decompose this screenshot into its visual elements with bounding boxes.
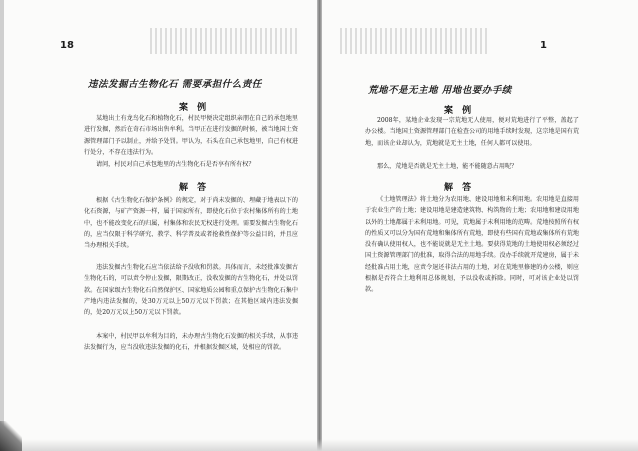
section-heading-case: 案 例	[179, 103, 210, 113]
page-edge	[0, 0, 4, 451]
scan-header-artifact	[150, 28, 300, 54]
case-paragraph: 某地出土有龙鸟化石和植物化石，村民甲便决定组织亲朋在自己的承包地里进行发掘，然后在奇石市场出售牟利。当甲正在进行发掘的时候，被当地国土资源管理部门予以制止，并给予处罚。甲认为，石头在自己承包地里，自己有权进行处分，不存在违法行为。	[84, 115, 298, 156]
answer-paragraph: 《土地管理法》将土地分为农用地、建设用地和未利用地。农用地是直接用于农业生产的土地；建设用地是建造建筑物、构筑物的土地；农用地和建设用地以外的土地都属于未利用地。可见，荒地属于未利用地的范畴。荒地按照所有权的性质又可以分为国有荒地和集体所有荒地，即使有些国有荒地或集体所有荒地没有确认使用权人，也不能说就是无主土地。要获得荒地的土地使用权必须经过国土资源管理部门的批准，取得合法的用地手续。没办手续就开荒建房，属于未经批准占用土地，应责令退还非法占用的土地，对在荒地里修建的办公楼，则应根据是否符合土地利用总体规划，予以没收或拆除。同时，可对该企业处以罚款。	[365, 196, 579, 294]
scan-corner-shadow	[0, 421, 22, 451]
book-gutter	[317, 0, 322, 451]
page-number: 18	[60, 40, 74, 51]
article-title: 荒地不是无主地 用地也要办手续	[368, 85, 512, 96]
answer-paragraph: 违法发掘古生物化石应当依法给予没收和罚款。具体而言，未经批准发掘古生物化石的，可以责令停止发掘，限期改正，没收发掘的古生物化石，并处以罚款。在国家级古生物化石自然保护区、国家地质公园和重点保护古生物化石集中产地内违法发掘的，处30万元以上50万元以下罚款；在其他区域内违法发掘的，处20万元以上50万元以下罚款。	[84, 264, 298, 317]
answer-paragraph: 本案中，村民甲以牟利为目的，未办理古生物化石发掘的相关手续，从事违法发掘行为，应当没收违法发掘的化石，并根据发掘区域，处相应的罚款。	[84, 333, 298, 352]
section-heading-answer: 解 答	[444, 183, 475, 193]
case-question: 请问，村民对自己承包地里的古生物化石是否享有所有权？	[96, 161, 255, 168]
scan-shadow	[0, 439, 638, 451]
article-title: 违法发掘古生物化石 需要承担什么责任	[88, 79, 262, 90]
case-question: 那么，荒地是否就是无主土地，能不能随意占用呢？	[377, 163, 518, 170]
answer-paragraph: 根据《古生物化石保护条例》的规定，对于尚未发掘的、埋藏于地表以下的化石资源，与矿产资源一样，属于国家所有，即使化石位于农村集体所有的土地中，也不能改变化石的归属，村集体和农民无权进行处理。需要发掘古生物化石的，应当仅限于科学研究、教学、科学普及或者抢救性保护等公益目的，并且应当办理相关手续。	[84, 197, 298, 250]
case-paragraph: 2008年，某地企业发现一宗荒地无人使用，便对荒地进行了平整，盖起了办公楼。当地国土资源管理部门在检查公司的用地手续时发现，这宗地是国有荒地，而该企业却认为，荒地就是无主土地，任何人都可以使用。	[365, 117, 579, 147]
section-heading-case: 案 例	[444, 106, 475, 116]
page-number: 1	[540, 40, 547, 51]
section-heading-answer: 解 答	[179, 183, 210, 193]
scan-header-artifact	[340, 28, 490, 54]
